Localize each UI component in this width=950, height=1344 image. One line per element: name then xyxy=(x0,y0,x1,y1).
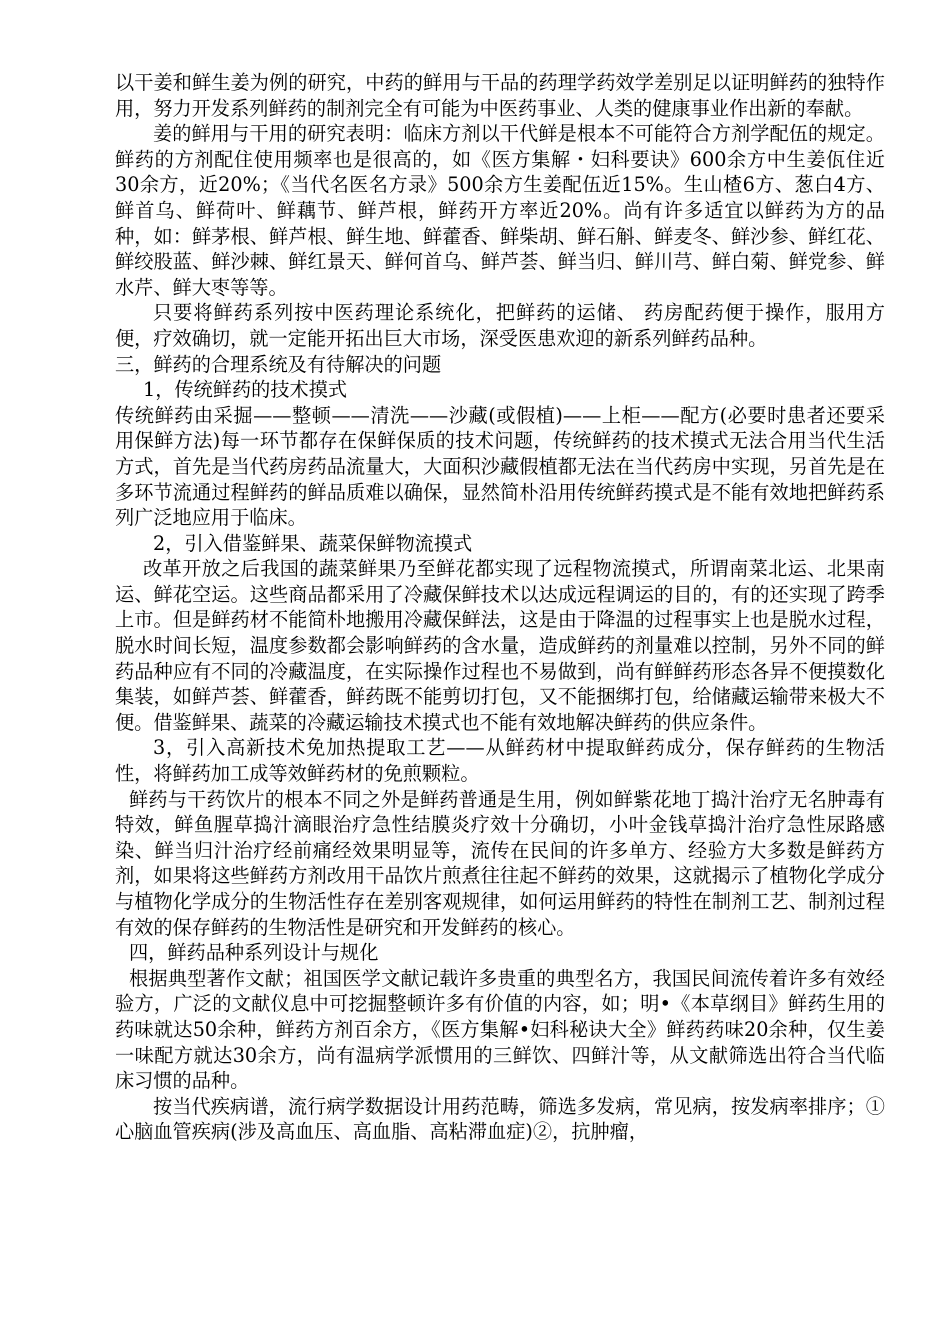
paragraph-2: 姜的鲜用与干用的研究表明：临床方剂以干代鲜是根本不可能符合方剂学配伍的规定。鲜药的方剂配住使用频率也是很高的，如《医方集解・妇科要诀》600余方中生姜佤住近30余方，近20%；《当代名医名方录》500余方生姜配伍近15%。生山楂6方、葱白4方、鲜首乌、鲜荷叶、鲜藕节、鲜芦根，鲜药开方率近20%。尚有许多适宜以鲜药为方的品种，如：鲜茅根、鲜芦根、鲜生地、鲜藿香、鲜柴胡、鲜石斛、鲜麦冬、鲜沙参、鲜红花、鲜绞股蓝、鲜沙棘、鲜红景天、鲜何首乌、鲜芦荟、鲜当归、鲜川芎、鲜白菊、鲜党参、鲜水芹、鲜大枣等等。 xyxy=(115,122,885,299)
paragraph-8: 按当代疾病谱，流行病学数据设计用药范畴，筛选多发病，常见病，按发病率排序；①心脑血管疾病(涉及高血压、高血脂、高粘滞血症)②，抗肿瘤， xyxy=(115,1094,885,1144)
paragraph-4: 传统鲜药由采掘——整顿——清洗——沙藏(或假植)——上柜——配方(必要时患者还要采用保鲜方法)每一环节都存在保鲜保质的技术问题，传统鲜药的技术摸式无法合用当代生活方式，首先是当代药房药品流量大，大面积沙藏假植都无法在当代药房中实现，另首先是在多环节流通过程鲜药的鲜品质难以确保，显然简朴沿用传统鲜药摸式是不能有效地把鲜药系列广泛地应用于临床。 xyxy=(115,403,885,530)
subheading-3-3: 3，引入高新技术免加热提取工艺——从鲜药材中提取鲜药成分，保存鲜药的生物活性，将鲜药加工成等效鲜药材的免煎颗粒。 xyxy=(115,736,885,786)
section-heading-4: 四，鲜药品种系列设计与规化 xyxy=(129,941,379,965)
subheading-3-2: 2，引入借鉴鲜果、蔬菜保鲜物流摸式 xyxy=(153,531,473,555)
section-heading-3: 三，鲜药的合理系统及有待解决的问题 xyxy=(115,352,442,376)
paragraph-6: 鲜药与干药饮片的根本不同之外是鲜药普通是生用，例如鲜紫花地丁捣汁治疗无名肿毒有特效，鲜鱼腥草捣汁滴眼治疗急性结膜炎疗效十分确切，小叶金钱草捣汁治疗急性尿路感染、鲜当归汁治疗经前痛经效果明显等，流传在民间的许多单方、经验方大多数是鲜药方剂，如果将这些鲜药方剂改用干品饮片煎煮往往起不鲜药的效果，这就揭示了植物化学成分与植物化学成分的生物活性存在差别客观规律，如何运用鲜药的特性在制剂工艺、制剂过程有效的保存鲜药的生物活性是研究和开发鲜药的核心。 xyxy=(115,787,885,939)
paragraph-1: 以干姜和鲜生姜为例的研究，中药的鲜用与干品的药理学药效学差别足以证明鲜药的独特作用，努力开发系列鲜药的制剂完全有可能为中医药事业、人类的健康事业作出新的奉献。 xyxy=(115,71,885,120)
paragraph-7: 根据典型著作文献；祖国医学文献记载许多贵重的典型名方，我国民间流传着许多有效经验方，广泛的文献仪息中可挖掘整顿许多有价值的内容，如；明•《本草纲目》鲜药生用的药味就达50余种，鲜药方剂百余方，《医方集解•妇科秘诀大全》鲜药药味20余种，仅生姜一味配方就达30余方，尚有温病学派惯用的三鲜饮、四鲜汁等，从文献筛选出符合当代临床习惯的品种。 xyxy=(115,966,885,1093)
paragraph-5: 改革开放之后我国的蔬菜鲜果乃至鲜花都实现了远程物流摸式，所谓南菜北运、北果南运、鲜花空运。这些商品都采用了冷藏保鲜技术以达成远程调运的目的，有的还实现了跨季上市。但是鲜药材不能简朴地搬用冷藏保鲜法，这是由于降温的过程事实上也是脱水过程，脱水时间长短，温度参数都会影响鲜药的含水量，造成鲜药的剂量难以控制，另外不同的鲜药品种应有不同的冷藏温度，在实际操作过程也不易做到，尚有鲜鲜药形态各异不便摸数化集装，如鲜芦荟、鲜藿香，鲜药既不能剪切打包，又不能捆绑打包，给储藏运输带来极大不便。借鉴鲜果、蔬菜的冷藏运输技术摸式也不能有效地解决鲜药的供应条件。 xyxy=(115,557,885,734)
document-body xyxy=(115,70,885,1145)
paragraph-3: 只要将鲜药系列按中医药理论系统化，把鲜药的运储、 药房配药便于操作，服用方便，疗效确切，就一定能开拓出巨大市场，深受医患欢迎的新系列鲜药品种。 xyxy=(115,301,885,350)
subheading-3-1: 1，传统鲜药的技术摸式 xyxy=(143,378,348,402)
